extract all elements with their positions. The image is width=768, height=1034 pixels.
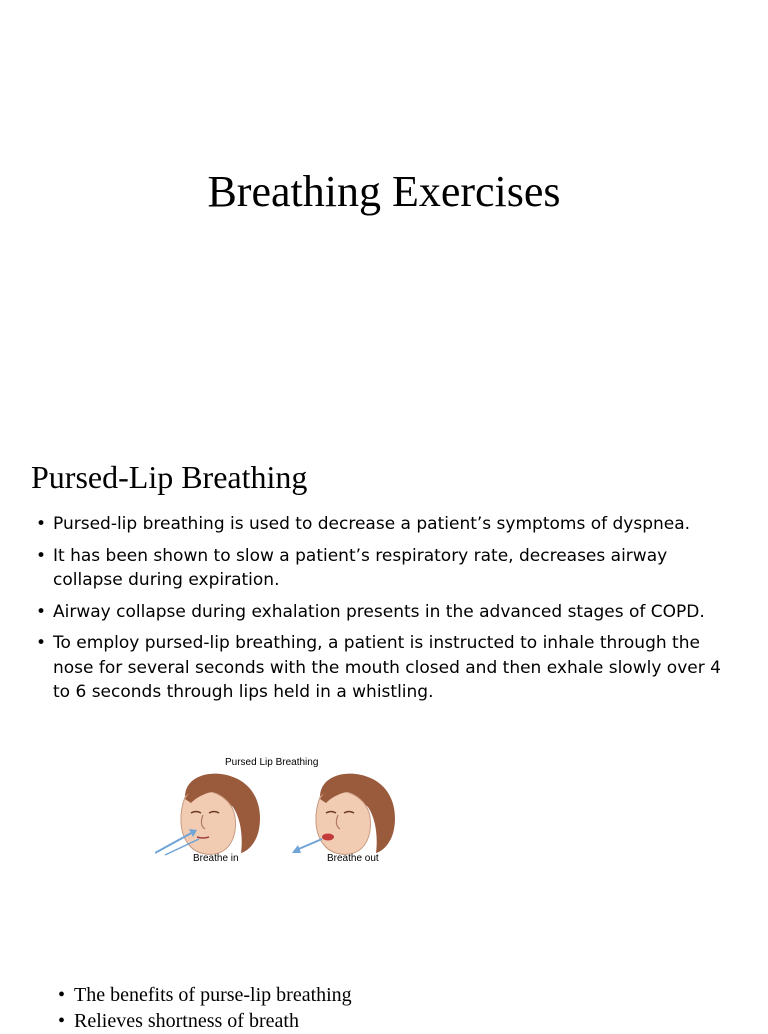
breathe-in-face-illustration (155, 767, 265, 857)
benefits-item: • Relieves shortness of breath (58, 1008, 708, 1034)
bullet-item: • Airway collapse during exhalation presents in the advanced stages of COPD. (36, 600, 736, 625)
breathe-in-caption: Breathe in (193, 853, 239, 864)
benefits-list (58, 982, 708, 1034)
bullet-list (36, 512, 736, 712)
bullet-item: • To employ pursed-lip breathing, a patient is instructed to inhale through the nose for several seconds with the mouth closed and then exhale slowly over 4 to 6 seconds through lips held in a whistling. (36, 631, 736, 705)
pursed-lip-breathing-figure (155, 755, 415, 867)
breathe-out-caption: Breathe out (327, 853, 379, 864)
bullet-item: • Pursed-lip breathing is used to decrease a patient’s symptoms of dyspnea. (36, 512, 736, 537)
benefits-item: • The benefits of purse-lip breathing (58, 982, 708, 1008)
bullet-item: • It has been shown to slow a patient’s respiratory rate, decreases airway collapse during expiration. (36, 544, 736, 593)
breathe-out-face-illustration (290, 767, 400, 857)
section-heading: Pursed-Lip Breathing (31, 459, 308, 495)
figure-title: Pursed Lip Breathing (225, 757, 319, 768)
page-title: Breathing Exercises (207, 167, 561, 216)
